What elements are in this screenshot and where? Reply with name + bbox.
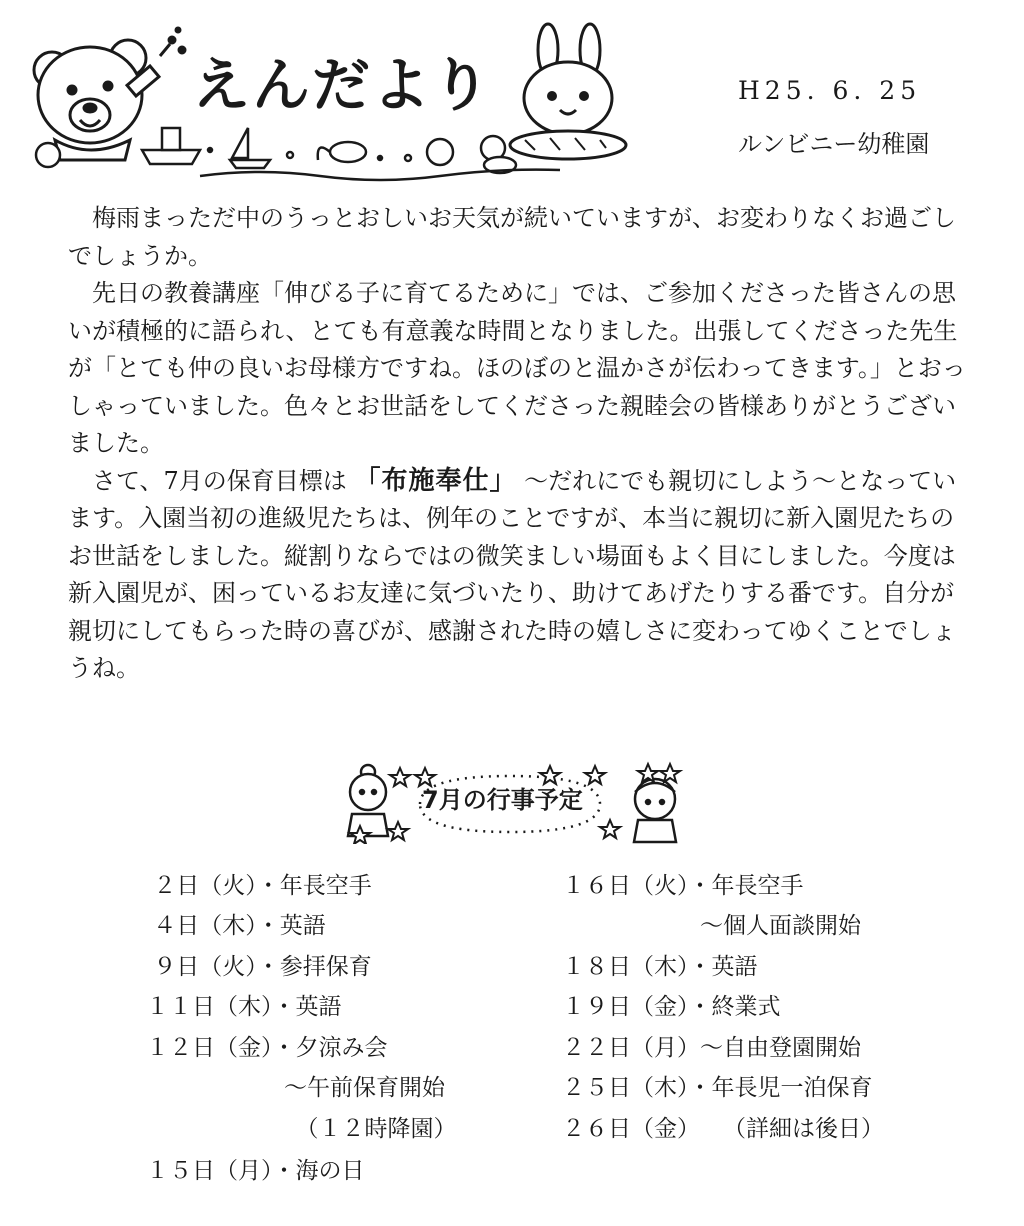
- schedule-item: １２日（金）・夕涼み会: [146, 1035, 388, 1061]
- monthly-goal: 「布施奉仕」: [354, 465, 517, 496]
- school-name: ルンビニー幼稚園: [738, 130, 930, 158]
- schedule-right-column: [562, 866, 884, 1186]
- schedule-item: １９日（金）・終業式: [562, 994, 781, 1020]
- schedule-item: ２６日（金） （詳細は後日）: [562, 1116, 884, 1142]
- paragraph-goal: [68, 463, 968, 688]
- schedule-item: ４日（木）・英語: [146, 913, 326, 939]
- newsletter-header: [0, 0, 1024, 190]
- schedule-item: １１日（木）・英語: [146, 994, 342, 1020]
- events-title: 7月の行事予定: [422, 786, 583, 814]
- newsletter-title: えんだより: [192, 51, 493, 119]
- goal-intro-text: さて、7月の保育目標は: [92, 466, 347, 495]
- schedule-item: ９日（火）・参拝保育: [146, 954, 372, 980]
- schedule-item: １８日（木）・英語: [562, 954, 758, 980]
- schedule-item: ２５日（木）・年長児一泊保育: [562, 1075, 873, 1101]
- schedule-item: ２日（火）・年長空手: [146, 873, 372, 899]
- newsletter-body: [68, 200, 968, 688]
- paragraph-greeting: 梅雨まっただ中のうっとおしいお天気が続いていますが、お変わりなくお過ごしでしょうか。: [68, 204, 956, 270]
- events-banner: [330, 754, 700, 844]
- rabbit-illustration: [510, 24, 626, 159]
- schedule-item: １５日（月）・海の日: [146, 1158, 365, 1184]
- paragraph-lecture: 先日の教養講座「伸びる子に育てるために」では、ご参加くださった皆さんの思いが積極的に語られ、とても有意義な時間となりました。出張してくださった先生が「とても仲の良いお母様方ですね。ほのぼのと温かさが伝わってきます。」とおっしゃっていました。色々とお世話をしてくださった親睦会の皆様ありがとうございました。: [68, 279, 966, 457]
- schedule-item: １６日（火）・年長空手: [562, 873, 804, 899]
- schedule-item: ～午前保育開始: [146, 1075, 445, 1101]
- schedule-item: （１２時降園）: [146, 1116, 457, 1142]
- issue-date: H25. 6. 25: [738, 76, 922, 105]
- schedule-left-column: [146, 866, 457, 1226]
- goal-details-text: ～だれにでも親切にしよう～となっています。入園当初の進級児たちは、例年のことですが、本当に親切に新入園児たちのお世話をしました。縦割りならではの微笑ましい場面もよく目にしました。今度は新入園児が、困っているお友達に気づいたり、助けてあげたりする番です。自分が親切にしてもらった時の喜びが、感謝された時の嬉しさに変わってゆくことでしょうね。: [68, 466, 957, 682]
- schedule-item: ２２日（月）～自由登園開始: [562, 1035, 861, 1061]
- schedule-item: ～個人面談開始: [562, 913, 861, 939]
